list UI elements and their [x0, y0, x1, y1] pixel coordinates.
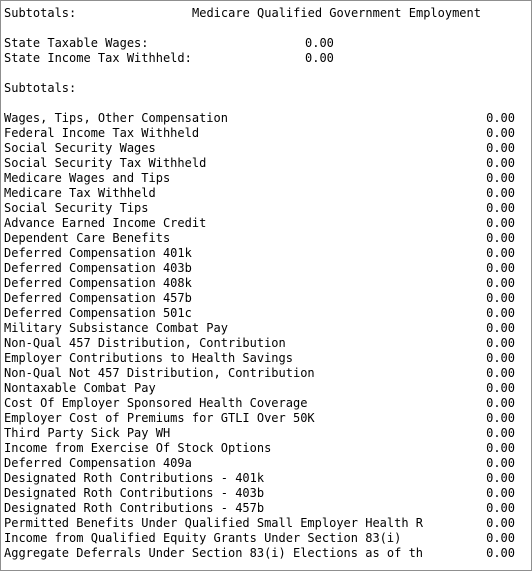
- subtotal-row: [4, 366, 515, 381]
- subtotal-row-label: Wages, Tips, Other Compensation: [4, 111, 228, 125]
- subtotal-row: [4, 381, 515, 396]
- section2-heading: [4, 81, 515, 96]
- subtotal-row-value: 0.00: [486, 351, 515, 365]
- subtotal-row-value: 0.00: [486, 156, 515, 170]
- subtotal-row: [4, 186, 515, 201]
- subtotal-row-label: Employer Contributions to Health Savings: [4, 351, 293, 365]
- subtotal-row-value: 0.00: [486, 246, 515, 260]
- subtotal-row-value: 0.00: [486, 381, 515, 395]
- subtotal-row-label: Military Subsistance Combat Pay: [4, 321, 228, 335]
- subtotal-row-value: 0.00: [486, 366, 515, 380]
- subtotal-row-value: 0.00: [486, 531, 515, 545]
- subtotal-row-label: Deferred Compensation 457b: [4, 291, 192, 305]
- subtotal-row: [4, 486, 515, 501]
- subtotal-row: [4, 501, 515, 516]
- subtotal-row-label: Deferred Compensation 409a: [4, 456, 192, 470]
- subtotal-row-label: Designated Roth Contributions - 401k: [4, 471, 265, 485]
- subtotal-row-label: Deferred Compensation 501c: [4, 306, 192, 320]
- state-row-label: State Income Tax Withheld:: [4, 51, 192, 65]
- subtotal-row-label: Advance Earned Income Credit: [4, 216, 207, 230]
- subtotal-row-label: Federal Income Tax Withheld: [4, 126, 200, 140]
- subtotal-row: [4, 546, 515, 561]
- subtotal-row: [4, 531, 515, 546]
- subtotal-row: [4, 231, 515, 246]
- subtotal-row-value: 0.00: [486, 456, 515, 470]
- subtotal-row-value: 0.00: [486, 306, 515, 320]
- subtotal-row: [4, 306, 515, 321]
- subtotal-row: [4, 261, 515, 276]
- subtotal-row-label: Income from Qualified Equity Grants Under Section 83(i): [4, 531, 402, 545]
- subtotal-row-value: 0.00: [486, 201, 515, 215]
- subtotal-row: [4, 216, 515, 231]
- subtotal-row-value: 0.00: [486, 141, 515, 155]
- subtotal-row-label: Dependent Care Benefits: [4, 231, 171, 245]
- subtotal-row-value: 0.00: [486, 441, 515, 455]
- subtotal-row: [4, 276, 515, 291]
- subtotal-row: [4, 456, 515, 471]
- subtotal-row: [4, 441, 515, 456]
- subtotal-row-value: 0.00: [486, 321, 515, 335]
- subtotal-row-label: Permitted Benefits Under Qualified Small Employer Health R: [4, 516, 424, 530]
- subtotal-row-label: Medicare Wages and Tips: [4, 171, 171, 185]
- state-row-value: 0.00: [305, 51, 334, 65]
- state-row-label: State Taxable Wages:: [4, 36, 149, 50]
- subtotal-row: [4, 516, 515, 531]
- subtotal-row: [4, 426, 515, 441]
- subtotal-row: [4, 321, 515, 336]
- subtotal-row-value: 0.00: [486, 261, 515, 275]
- subtotal-row-value: 0.00: [486, 396, 515, 410]
- subtotal-row-value: 0.00: [486, 471, 515, 485]
- subtotal-row: [4, 246, 515, 261]
- subtotal-row: [4, 201, 515, 216]
- subtotal-row: [4, 141, 515, 156]
- subtotal-row-label: Designated Roth Contributions - 403b: [4, 486, 265, 500]
- subtotal-row-label: Third Party Sick Pay WH: [4, 426, 171, 440]
- section1-heading: [4, 6, 515, 21]
- subtotal-row: [4, 471, 515, 486]
- subtotal-row-value: 0.00: [486, 216, 515, 230]
- subtotal-row: [4, 111, 515, 126]
- subtotal-row-label: Employer Cost of Premiums for GTLI Over 50K: [4, 411, 315, 425]
- subtotal-row-label: Cost Of Employer Sponsored Health Coverage: [4, 396, 308, 410]
- subtotal-row-label: Designated Roth Contributions - 457b: [4, 501, 265, 515]
- subtotal-row-label: Deferred Compensation 401k: [4, 246, 192, 260]
- subtotal-row-label: Nontaxable Combat Pay: [4, 381, 156, 395]
- subtotal-row-value: 0.00: [486, 411, 515, 425]
- report-section-title: Medicare Qualified Government Employment: [192, 6, 481, 20]
- subtotal-row-label: Deferred Compensation 403b: [4, 261, 192, 275]
- subtotal-row-value: 0.00: [486, 276, 515, 290]
- subtotals-label: Subtotals:: [4, 81, 77, 95]
- state-row: [4, 36, 515, 51]
- state-row: [4, 51, 515, 66]
- subtotal-row: [4, 336, 515, 351]
- subtotal-row-value: 0.00: [486, 336, 515, 350]
- subtotal-row-value: 0.00: [486, 111, 515, 125]
- subtotals-label: Subtotals:: [4, 6, 77, 20]
- subtotal-row-value: 0.00: [486, 486, 515, 500]
- subtotal-row-label: Aggregate Deferrals Under Section 83(i) Elections as of th: [4, 546, 424, 560]
- subtotal-row: [4, 351, 515, 366]
- subtotal-row: [4, 291, 515, 306]
- subtotal-row-label: Social Security Wages: [4, 141, 156, 155]
- subtotal-row: [4, 126, 515, 141]
- subtotal-row-label: Deferred Compensation 408k: [4, 276, 192, 290]
- subtotal-row-value: 0.00: [486, 291, 515, 305]
- subtotal-row-value: 0.00: [486, 231, 515, 245]
- subtotal-row-value: 0.00: [486, 126, 515, 140]
- subtotal-row: [4, 171, 515, 186]
- subtotal-row: [4, 156, 515, 171]
- subtotal-row-value: 0.00: [486, 171, 515, 185]
- subtotal-row-label: Income from Exercise Of Stock Options: [4, 441, 272, 455]
- subtotal-row-label: Non-Qual Not 457 Distribution, Contribution: [4, 366, 315, 380]
- subtotal-row-value: 0.00: [486, 426, 515, 440]
- subtotal-row-value: 0.00: [486, 501, 515, 515]
- subtotal-row-label: Non-Qual 457 Distribution, Contribution: [4, 336, 286, 350]
- subtotal-row-label: Medicare Tax Withheld: [4, 186, 156, 200]
- subtotal-row-value: 0.00: [486, 516, 515, 530]
- subtotal-row-label: Social Security Tax Withheld: [4, 156, 207, 170]
- subtotal-row-value: 0.00: [486, 546, 515, 560]
- subtotal-row: [4, 411, 515, 426]
- subtotal-row-value: 0.00: [486, 186, 515, 200]
- subtotal-row-label: Social Security Tips: [4, 201, 149, 215]
- subtotal-row: [4, 396, 515, 411]
- state-row-value: 0.00: [305, 36, 334, 50]
